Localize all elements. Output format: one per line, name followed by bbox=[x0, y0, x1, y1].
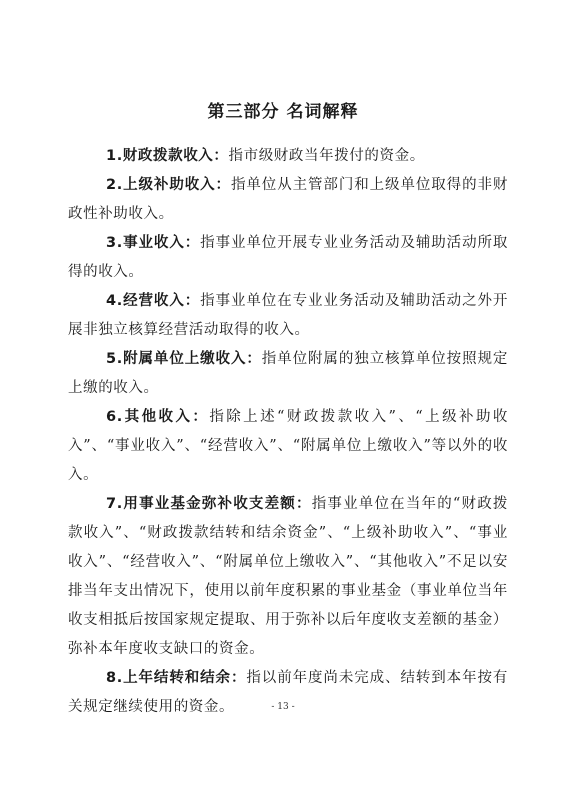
glossary-term: 2.上级补助收入： bbox=[106, 177, 231, 193]
glossary-term: 4.经营收入： bbox=[106, 293, 201, 309]
page-title: 第三部分 名词解释 bbox=[207, 102, 359, 122]
glossary-definition: 指以前年度尚未完成、结转到本年按有关规定继续使用的资金。 bbox=[68, 670, 508, 715]
glossary-item-1 bbox=[68, 142, 508, 171]
glossary-term: 6.其他收入： bbox=[106, 409, 210, 425]
glossary-definition: 指事业单位在专业业务活动及辅助活动之外开展非独立核算经营活动取得的收入。 bbox=[68, 293, 508, 338]
glossary-term: 8.上年结转和结余： bbox=[106, 670, 247, 686]
glossary-item-6 bbox=[68, 403, 508, 490]
glossary-definition: 指单位附属的独立核算单位按照规定上缴的收入。 bbox=[68, 351, 508, 396]
glossary-item-3 bbox=[68, 229, 508, 287]
glossary-term: 3.事业收入： bbox=[106, 235, 201, 251]
glossary-definition: 指除上述“财政拨款收入”、“上级补助收入”、“事业收入”、“经营收入”、“附属单位上缴收入”等以外的收入。 bbox=[68, 409, 508, 483]
glossary-term: 1.财政拨款收入： bbox=[106, 148, 229, 164]
glossary-definition: 指单位从主管部门和上级单位取得的非财政性补助收入。 bbox=[68, 177, 508, 222]
glossary-definition: 指事业单位开展专业业务活动及辅助活动所取得的收入。 bbox=[68, 235, 508, 280]
glossary-term: 7.用事业基金弥补收支差额： bbox=[106, 496, 312, 512]
glossary-definition: 指事业单位在当年的“财政拨款收入”、“财政拨款结转和结余资金”、“上级补助收入”、“事业收入”、“经营收入”、“附属单位上缴收入”、“其他收入”不足以安排当年支出情况下，使用以前年度积累的事业基金（事业单位当年收支相抵后按国家规定提取、用于弥补以后年度收支差额的基金）弥补本年度收支缺口的资金。 bbox=[68, 496, 508, 657]
glossary-definition: 指市级财政当年拨付的资金。 bbox=[228, 148, 425, 164]
glossary-item-7 bbox=[68, 490, 508, 664]
page-number: - 13 - bbox=[271, 702, 295, 712]
glossary-item-5 bbox=[68, 345, 508, 403]
glossary-term: 5.附属单位上缴收入： bbox=[106, 351, 262, 367]
glossary-item-2 bbox=[68, 171, 508, 229]
glossary-item-4 bbox=[68, 287, 508, 345]
glossary-list bbox=[68, 142, 508, 722]
glossary-item-8 bbox=[68, 664, 508, 722]
